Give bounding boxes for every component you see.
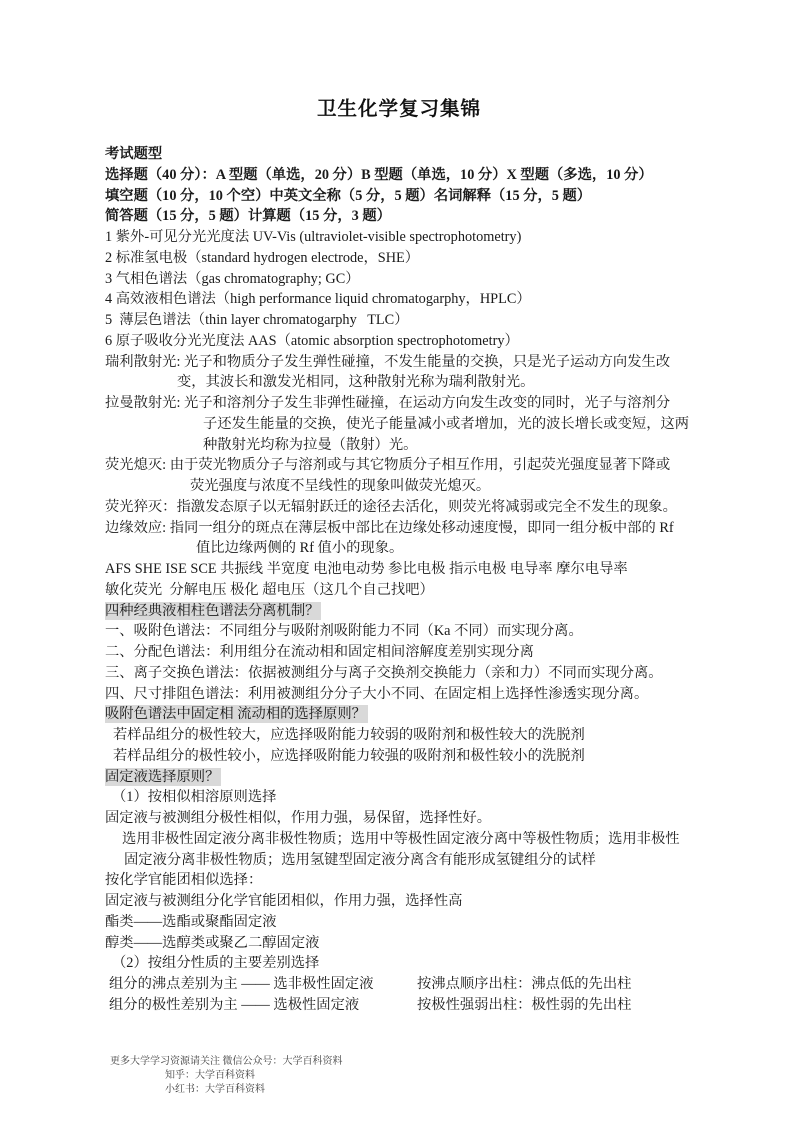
- text-line: [105, 995, 693, 1016]
- text-line: 2 标准氢电极（standard hydrogen electrode，SHE）: [105, 249, 420, 266]
- footer-wechat-label: 更多大学学习资源请关注 微信公众号：大学百科资料: [110, 1056, 343, 1067]
- column-right-text: 按极性强弱出柱：极性弱的先出柱: [417, 996, 632, 1013]
- section-heading-line: [105, 704, 693, 725]
- section-heading-line: [105, 601, 693, 622]
- text-line: 若样品组分的极性较大，应选择吸附能力较弱的吸附剂和极性较大的洗脱剂: [113, 727, 585, 743]
- text-line: 一、吸附色谱法：不同组分与吸附剂吸附能力不同（Ka 不同）而实现分离。: [105, 623, 583, 640]
- text-line: 荧光猝灭：指激发态原子以无辐射跃迁的途径去活化，则荧光将减弱或完全不发生的现象。: [105, 498, 677, 515]
- highlighted-text: 四种经典液相柱色谱法分离机制？: [105, 602, 320, 619]
- text-line: 三、离子交换色谱法：依据被测组分与离子交换剂交换能力（亲和力）不同而实现分离。: [105, 664, 663, 681]
- page-title: 卫生化学复习集锦: [316, 99, 481, 120]
- text-line: 若样品组分的极性较小，应选择吸附能力较强的吸附剂和极性较小的洗脱剂: [113, 747, 585, 764]
- text-line: 固定液分离非极性物质；选用氢键型固定液分离含有能形成氢键组分的试样: [124, 851, 596, 868]
- text-line: 选择题（40 分）：A 型题（单选，20 分）B 型题（单选，10 分）X 型题（多选，10 分）: [105, 166, 653, 183]
- text-line: 6 原子吸收分光光度法 AAS（atomic absorption spectrophotometry）: [105, 332, 519, 349]
- text-line: [105, 974, 693, 995]
- text-line: 四、尺寸排阻色谱法：利用被测组分分子大小不同、在固定相上选择性渗透实现分离。: [105, 685, 649, 702]
- text-line: 种散射光均称为拉曼（散射）光。: [203, 436, 418, 453]
- text-line: 考试题型: [105, 146, 163, 162]
- text-line: 边缘效应: 指同一组分的斑点在薄层板中部比在边缘处移动速度慢，即同一组分板中部的 Rf: [105, 519, 674, 536]
- text-line: 值比边缘两侧的 Rf 值小的现象。: [196, 540, 404, 557]
- footer-xiaohongshu-label: 小红书：大学百科资料: [165, 1084, 265, 1095]
- document-body: [105, 144, 693, 1016]
- text-line: 简答题（15 分，5 题）计算题（15 分，3 题）: [105, 208, 391, 225]
- section-heading-line: [105, 767, 693, 788]
- text-line: （2）按组分性质的主要差别选择: [112, 955, 320, 972]
- text-line: 4 高效液相色谱法（high performance liquid chromatogarphy，HPLC）: [105, 291, 531, 308]
- text-line: 固定液与被测组分化学官能团相似，作用力强，选择性高: [105, 893, 463, 909]
- text-line: 3 气相色谱法（gas chromatography; GC）: [105, 270, 360, 287]
- text-line: 1 紫外-可见分光光度法 UV-Vis (ultraviolet-visible spectrophotometry): [105, 229, 522, 245]
- text-line: （1）按相似相溶原则选择: [112, 789, 277, 806]
- text-line: 子还发生能量的交换，使光子能量减小或者增加，光的波长增长或变短，这两: [203, 415, 690, 432]
- text-line: 荧光强度与浓度不呈线性的现象叫做荧光熄灭。: [190, 478, 491, 494]
- text-line: 敏化荧光 分解电压 极化 超电压（这几个自己找吧）: [105, 581, 434, 598]
- text-line: 荧光熄灭: 由于荧光物质分子与溶剂或与其它物质分子相互作用，引起荧光强度显著下降或: [105, 457, 671, 474]
- text-line: AFS SHE ISE SCE 共振线 半宽度 电池电动势 参比电极 指示电极 电导率 摩尔电导率: [105, 561, 628, 577]
- text-line: 变，其波长和激发光相同，这种散射光称为瑞利散射光。: [177, 374, 535, 391]
- text-line: 选用非极性固定液分离非极性物质；选用中等极性固定液分离中等极性物质；选用非极性: [122, 830, 680, 847]
- page-footer: [105, 1041, 343, 1097]
- highlighted-text: 吸附色谱法中固定相 流动相的选择原则？: [105, 706, 366, 723]
- document-page: [105, 96, 693, 1016]
- column-right-text: 按沸点顺序出柱：沸点低的先出柱: [417, 976, 632, 992]
- text-line: 拉曼散射光: 光子和溶剂分子发生非弹性碰撞，在运动方向发生改变的同时，光子与溶剂分: [105, 395, 671, 411]
- text-line: 5 薄层色谱法（thin layer chromatogarphy TLC）: [105, 312, 409, 328]
- footer-zhihu-label: 知乎：大学百科资料: [165, 1070, 255, 1081]
- column-left-text: 组分的极性差别为主 —— 选极性固定液: [109, 996, 360, 1013]
- text-line: 固定液与被测组分极性相似，作用力强，易保留，选择性好。: [105, 810, 492, 826]
- text-line: 醇类——选醇类或聚乙二醇固定液: [105, 934, 320, 951]
- highlighted-text: 固定液选择原则？: [105, 768, 220, 785]
- text-line: 按化学官能团相似选择：: [105, 872, 263, 889]
- text-line: 瑞利散射光: 光子和物质分子发生弹性碰撞，不发生能量的交换，只是光子运动方向发生改: [105, 353, 671, 370]
- text-line: 二、分配色谱法：利用组分在流动相和固定相间溶解度差别实现分离: [105, 644, 534, 660]
- text-line: 酯类——选酯或聚酯固定液: [105, 913, 277, 930]
- text-line: 填空题（10 分，10 个空）中英文全称（5 分，5 题）名词解释（15 分，5 题）: [105, 187, 592, 204]
- column-left-text: 组分的沸点差别为主 —— 选非极性固定液: [109, 976, 374, 992]
